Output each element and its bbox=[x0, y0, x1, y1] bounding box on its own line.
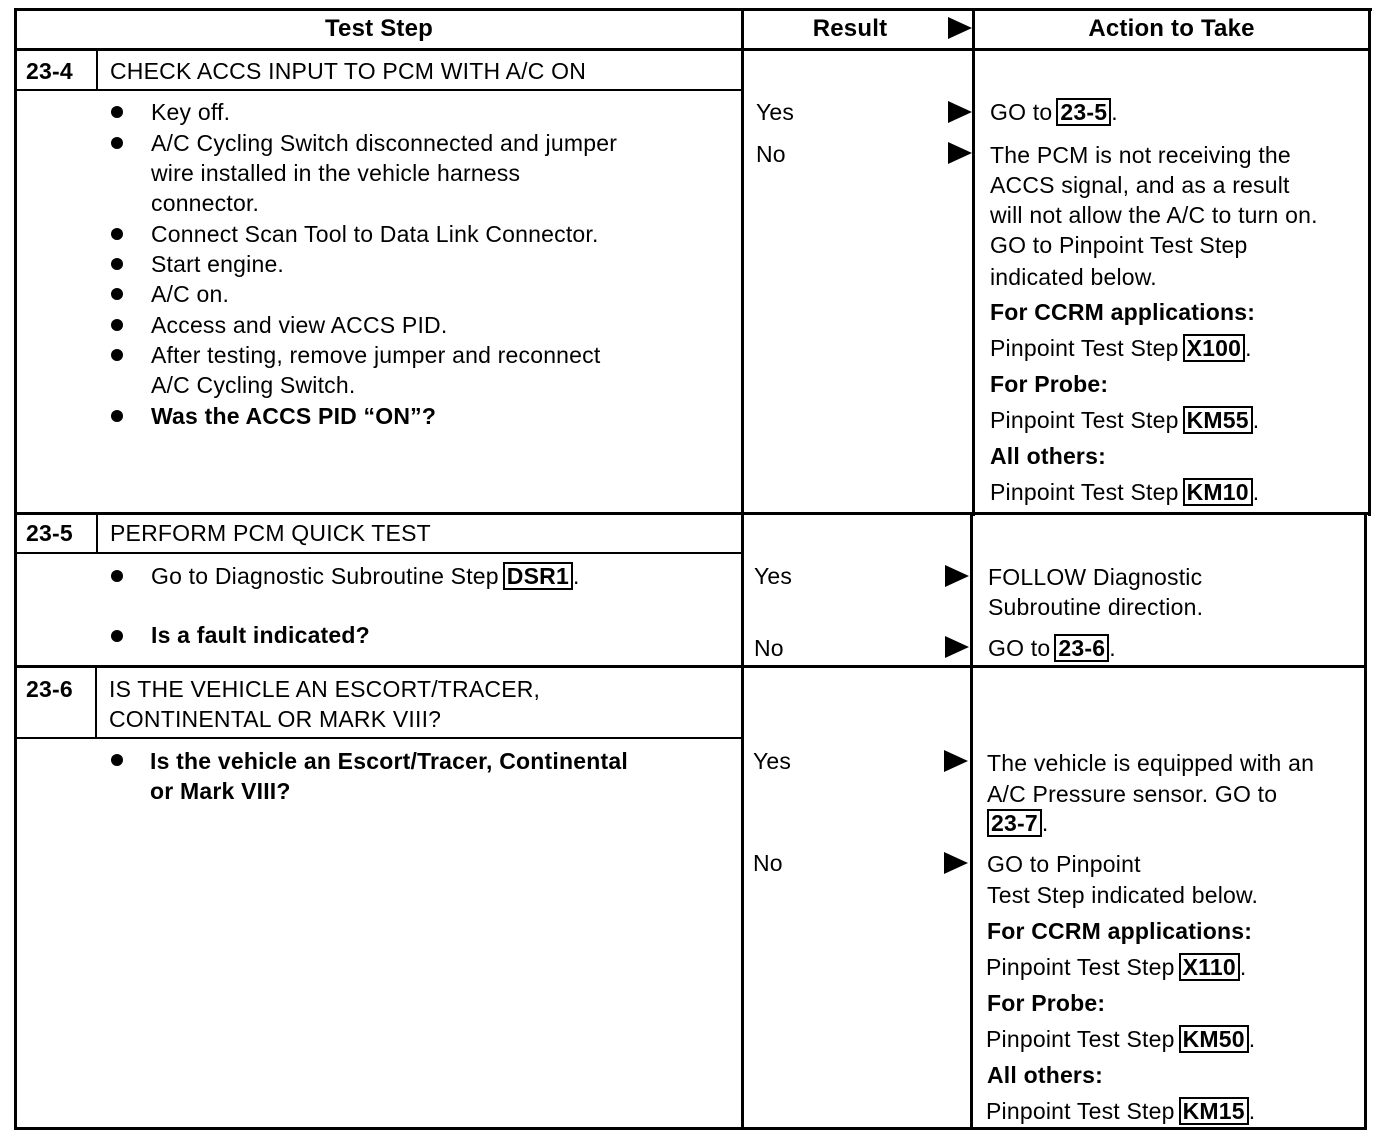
arrow-icon bbox=[944, 750, 968, 772]
bullet-text-cont: wire installed in the vehicle harness bbox=[151, 160, 521, 186]
frame-top bbox=[14, 8, 1372, 11]
target-line: Pinpoint Test Step X100 . bbox=[990, 335, 1252, 361]
action-no-line: GO to Pinpoint Test Step bbox=[990, 232, 1248, 258]
bullet-icon bbox=[111, 258, 123, 270]
target-heading: All others: bbox=[990, 443, 1106, 469]
target-heading: For Probe: bbox=[987, 990, 1106, 1016]
target-text: Pinpoint Test Step bbox=[986, 1026, 1175, 1052]
step-ref[interactable]: KM10 bbox=[1183, 478, 1253, 506]
header-test-step: Test Step bbox=[324, 15, 434, 42]
action-no-line: will not allow the A/C to turn on. bbox=[990, 202, 1318, 228]
action-yes-line: Subroutine direction. bbox=[988, 594, 1204, 620]
action-yes-line: A/C Pressure sensor. GO to bbox=[987, 781, 1278, 807]
action-yes-line: The vehicle is equipped with an bbox=[987, 750, 1315, 776]
action-text: GO to bbox=[990, 99, 1053, 125]
result-no: No bbox=[756, 141, 786, 167]
result-yes: Yes bbox=[756, 99, 795, 125]
step-ref[interactable]: 23-5 bbox=[1056, 98, 1111, 126]
target-text: Pinpoint Test Step bbox=[990, 479, 1179, 505]
bullet-text: A/C on. bbox=[151, 281, 230, 307]
bullet-icon bbox=[111, 106, 123, 118]
bullet-icon bbox=[111, 630, 123, 642]
action-no-line: The PCM is not receiving the bbox=[990, 142, 1291, 168]
bullet-text: Start engine. bbox=[151, 251, 285, 277]
bullet-icon bbox=[111, 349, 123, 361]
target-heading: All others: bbox=[987, 1062, 1103, 1088]
title-underline-3 bbox=[14, 737, 743, 739]
frame-right-bottom bbox=[1364, 514, 1367, 1130]
arrow-icon bbox=[945, 636, 969, 658]
arrow-icon bbox=[944, 852, 968, 874]
step-ref[interactable]: KM50 bbox=[1179, 1025, 1249, 1053]
bullet-question: Is the vehicle an Escort/Tracer, Continental bbox=[150, 748, 628, 774]
header-result: Result bbox=[812, 15, 888, 42]
step-number-23-4: 23-4 bbox=[26, 58, 73, 84]
step-title-23-6-cont: CONTINENTAL OR MARK VIII? bbox=[109, 706, 442, 732]
action-yes-line: FOLLOW Diagnostic bbox=[988, 564, 1203, 590]
target-line: Pinpoint Test Step KM10 . bbox=[990, 479, 1260, 505]
step-ref[interactable]: KM15 bbox=[1179, 1097, 1249, 1125]
bullet-text: After testing, remove jumper and reconnect bbox=[151, 342, 601, 368]
action-no-line: ACCS signal, and as a result bbox=[990, 172, 1290, 198]
title-underline-2 bbox=[14, 552, 743, 554]
col-divider-1 bbox=[741, 8, 744, 1130]
step-title-23-6: IS THE VEHICLE AN ESCORT/TRACER, bbox=[109, 676, 541, 702]
bullet-question: Is a fault indicated? bbox=[151, 622, 370, 648]
bullet-text: Connect Scan Tool to Data Link Connector. bbox=[151, 221, 599, 247]
step-ref[interactable]: 23-7 bbox=[987, 809, 1042, 837]
action-no bbox=[988, 633, 1116, 663]
step-title-23-4: CHECK ACCS INPUT TO PCM WITH A/C ON bbox=[110, 58, 587, 84]
target-heading: For CCRM applications: bbox=[987, 918, 1253, 944]
bullet-text-cont: connector. bbox=[151, 190, 260, 216]
result-yes: Yes bbox=[754, 563, 793, 589]
action-no-line: indicated below. bbox=[990, 264, 1157, 290]
bullet-icon bbox=[111, 570, 123, 582]
frame-left bbox=[14, 8, 17, 1130]
action-no-line: GO to Pinpoint bbox=[987, 851, 1141, 877]
frame-bottom bbox=[14, 1127, 1367, 1130]
target-line: Pinpoint Test Step X110 . bbox=[986, 954, 1247, 980]
bullet-question-cont: or Mark VIII? bbox=[150, 778, 291, 804]
target-line: Pinpoint Test Step KM55 . bbox=[990, 407, 1260, 433]
header-arrow-icon bbox=[948, 17, 972, 39]
result-no: No bbox=[753, 850, 783, 876]
arrow-icon bbox=[948, 101, 972, 123]
target-text: Pinpoint Test Step bbox=[990, 335, 1179, 361]
num-divider-3 bbox=[95, 665, 97, 739]
header-divider bbox=[14, 48, 1371, 51]
row-sep-2 bbox=[14, 665, 1367, 668]
num-divider-1 bbox=[96, 48, 98, 91]
step-number-23-5: 23-5 bbox=[26, 520, 73, 546]
col-divider-2b bbox=[970, 514, 973, 1130]
step-number-23-6: 23-6 bbox=[26, 676, 73, 702]
step-ref[interactable]: KM55 bbox=[1183, 406, 1253, 434]
bullet-icon bbox=[111, 754, 123, 766]
title-underline-1 bbox=[14, 89, 743, 91]
bullet-question: Was the ACCS PID “ON”? bbox=[151, 403, 437, 429]
action-yes-ref: 23-7 . bbox=[983, 808, 1048, 838]
row-sep-1 bbox=[14, 512, 1371, 515]
target-text: Pinpoint Test Step bbox=[986, 954, 1175, 980]
step-title-23-5: PERFORM PCM QUICK TEST bbox=[110, 520, 431, 546]
bullet-text: Go to Diagnostic Subroutine Step DSR1 . bbox=[151, 563, 580, 589]
step-ref[interactable]: X100 bbox=[1183, 334, 1246, 362]
bullet-text: Key off. bbox=[151, 99, 231, 125]
bullet-icon bbox=[111, 228, 123, 240]
target-heading: For Probe: bbox=[990, 371, 1109, 397]
step-ref[interactable]: DSR1 bbox=[503, 562, 573, 590]
bullet-icon bbox=[111, 288, 123, 300]
action-end: . bbox=[1111, 99, 1118, 125]
bullet-text-cont: A/C Cycling Switch. bbox=[151, 372, 356, 398]
action-no-line: Test Step indicated below. bbox=[987, 882, 1259, 908]
col-divider-2a bbox=[972, 8, 975, 516]
target-text: Pinpoint Test Step bbox=[986, 1098, 1175, 1124]
arrow-icon bbox=[948, 142, 972, 164]
result-yes: Yes bbox=[753, 748, 792, 774]
action-text: GO to bbox=[988, 635, 1051, 661]
step-ref[interactable]: X110 bbox=[1179, 953, 1240, 981]
result-no: No bbox=[754, 635, 784, 661]
bullet-icon bbox=[111, 319, 123, 331]
action-yes bbox=[990, 97, 1118, 127]
action-end: . bbox=[1109, 635, 1116, 661]
target-line: Pinpoint Test Step KM15 . bbox=[986, 1098, 1256, 1124]
bullet-text: A/C Cycling Switch disconnected and jumper bbox=[151, 130, 618, 156]
target-heading: For CCRM applications: bbox=[990, 299, 1256, 325]
target-line: Pinpoint Test Step KM50 . bbox=[986, 1026, 1256, 1052]
bullet-text-main: Go to Diagnostic Subroutine Step bbox=[151, 563, 499, 589]
num-divider-2 bbox=[96, 512, 98, 554]
frame-right-top bbox=[1368, 8, 1371, 516]
target-text: Pinpoint Test Step bbox=[990, 407, 1179, 433]
header-action: Action to Take bbox=[1088, 15, 1255, 42]
bullet-icon bbox=[111, 137, 123, 149]
step-ref[interactable]: 23-6 bbox=[1054, 634, 1109, 662]
bullet-text: Access and view ACCS PID. bbox=[151, 312, 448, 338]
arrow-icon bbox=[945, 565, 969, 587]
bullet-icon bbox=[111, 410, 123, 422]
